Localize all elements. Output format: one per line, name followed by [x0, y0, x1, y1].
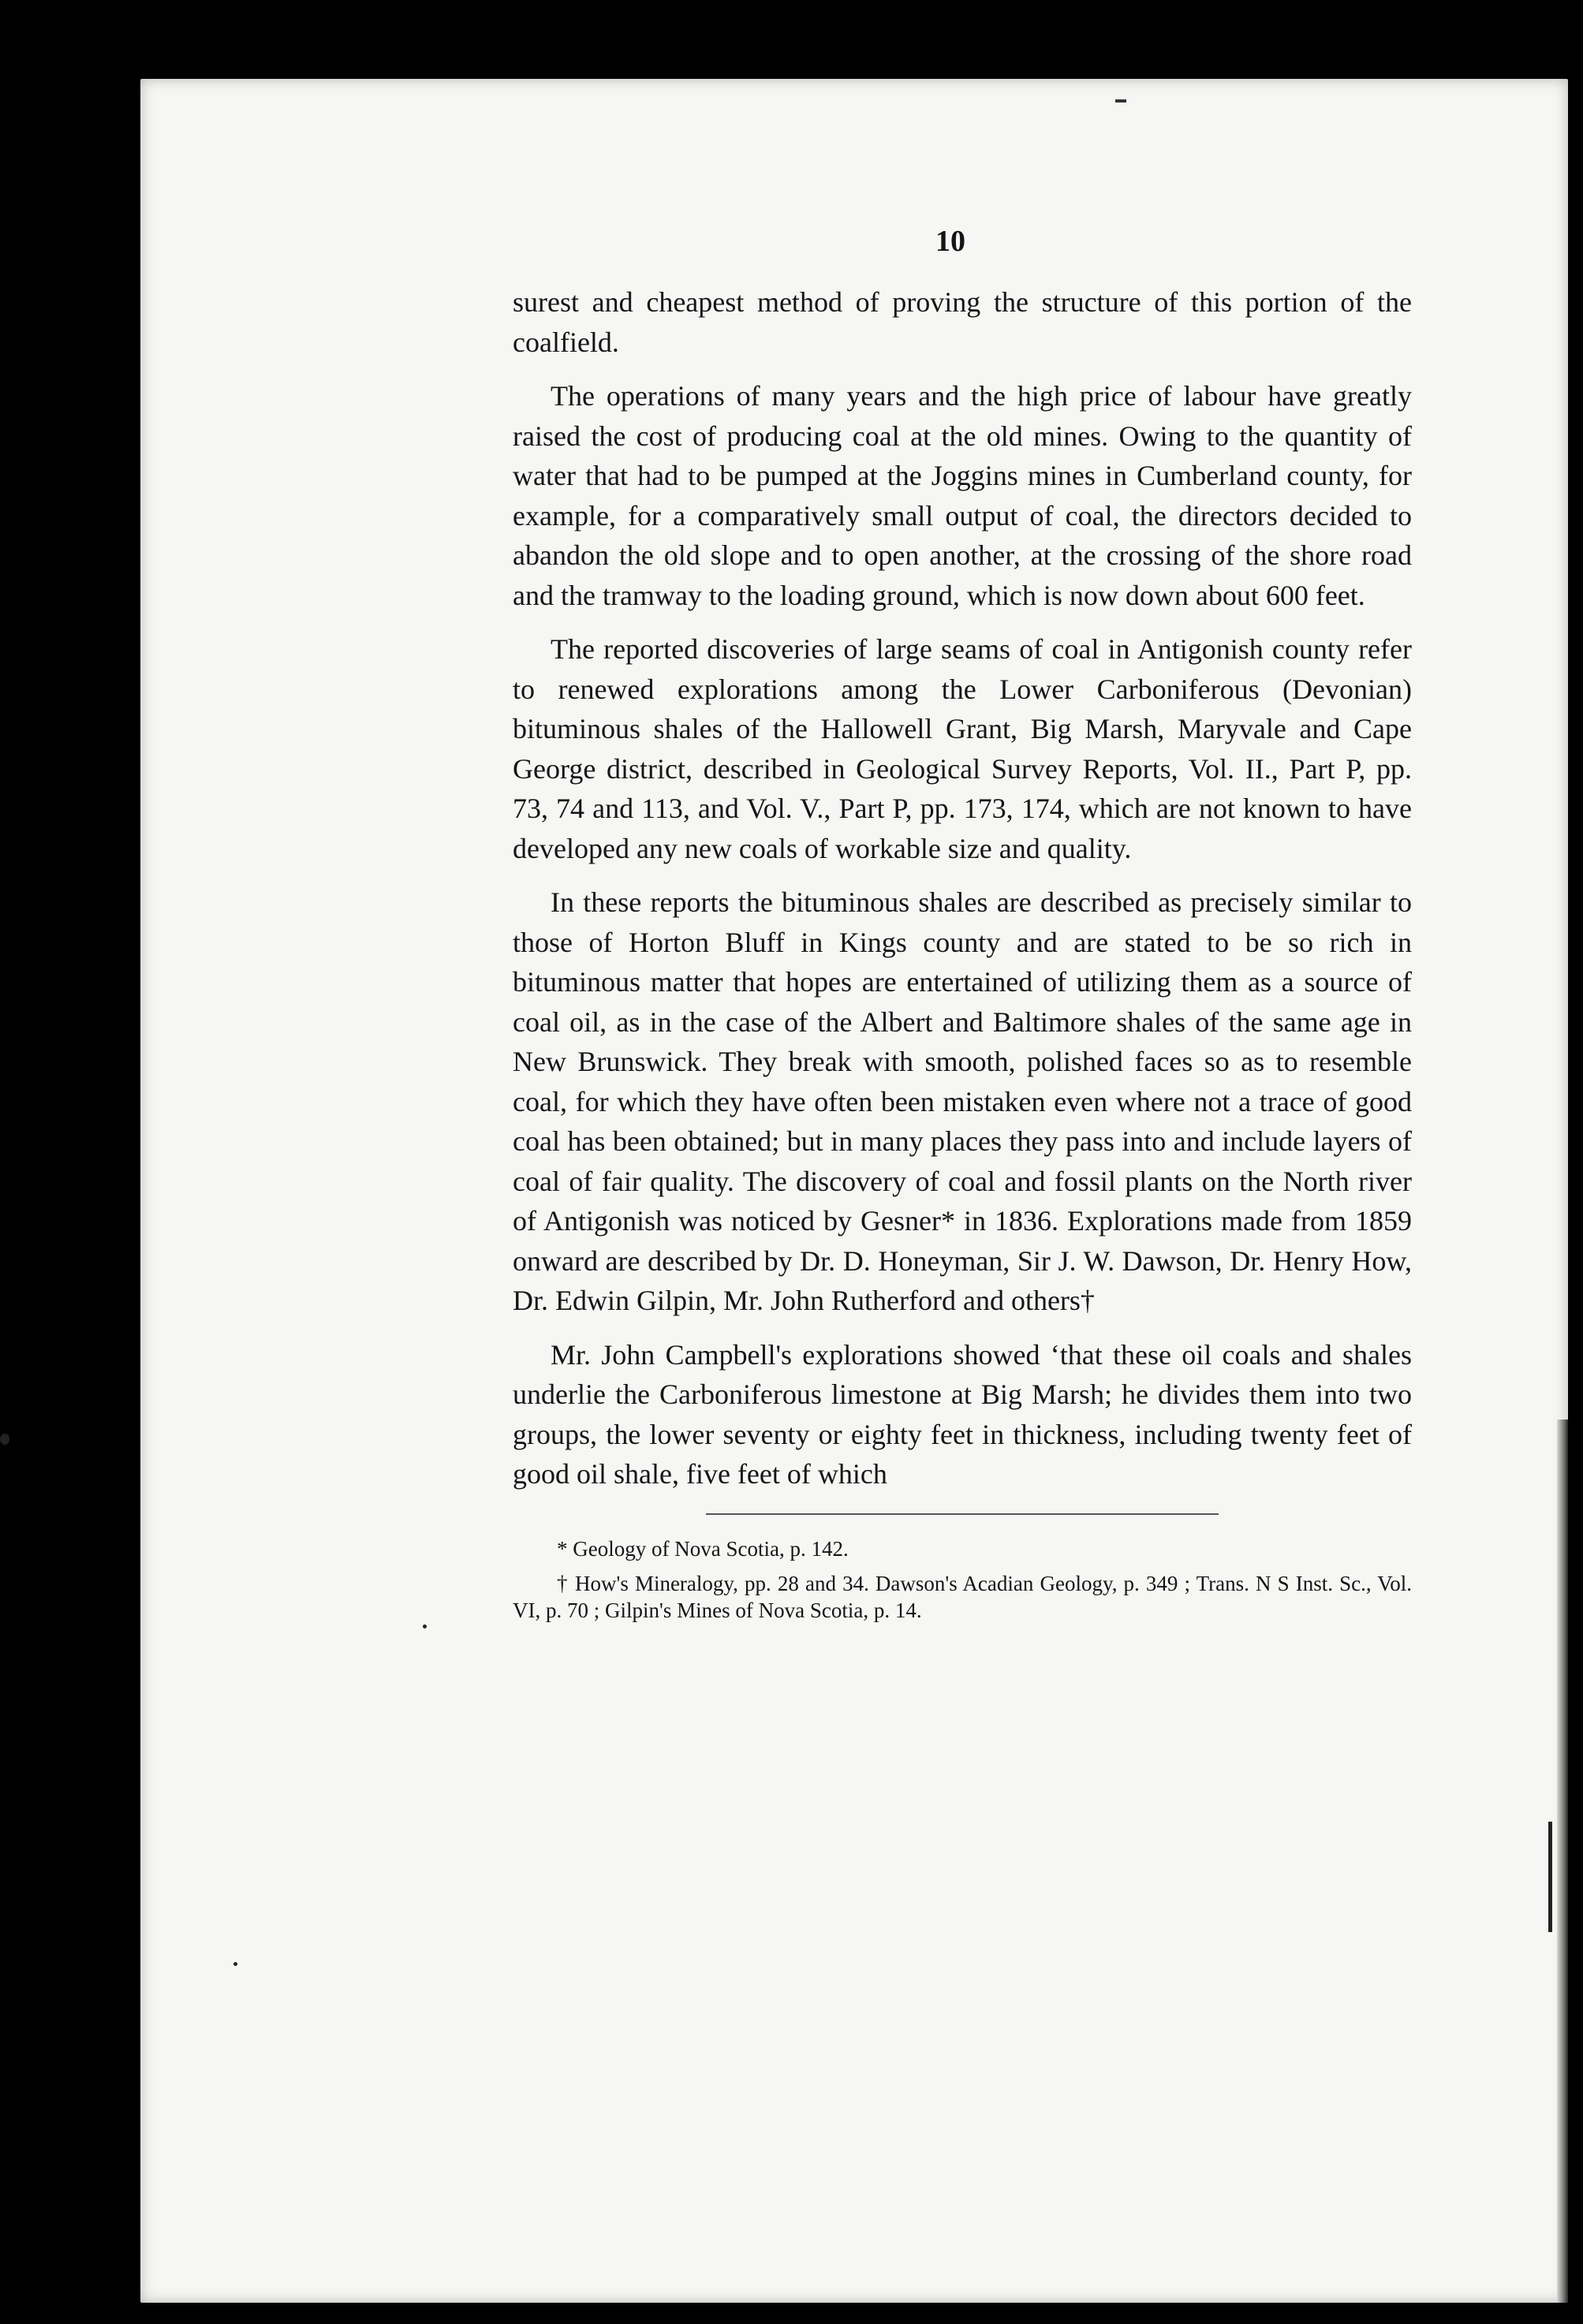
- paragraph: Mr. John Campbell's explorations showed ‘that these oil coals and shales underlie the Carboniferous limestone at Big Marsh; he divides them into two groups, the lower seventy or eighty feet in thickness, including twenty feet of good oil shale, five feet of which: [513, 1338, 1412, 1490]
- paragraph: surest and cheapest method of proving the structure of this portion of the coalfield.: [513, 286, 1412, 358]
- footnote: * Geology of Nova Scotia, p. 142.: [557, 1536, 849, 1561]
- page-edge-mark: [1548, 1822, 1552, 1932]
- paragraph: In these reports the bituminous shales are described as precisely similar to those of Horton Bluff in Kings county and are stated to be so rich in bituminous matter that hopes are entertained of utilizing them as a source of coal oil, as in the case of the Albert and Baltimore shales of the same age in New Brunswick. They break with smooth, polished faces so as to resemble coal, for which they have often been mistaken even where not a trace of good coal has been obtained; but in many places they pass into and include layers of coal of fair quality. The discovery of coal and fossil plants on the North river of Antigonish was noticed by Gesner* in 1836. Explorations made from 1859 onward are described by Dr. D. Honeyman, Sir J. W. Dawson, Dr. Henry How, Dr. Edwin Gilpin, Mr. John Rutherford and others†: [513, 886, 1412, 1316]
- page-edge-shadow: [1557, 1419, 1568, 2303]
- scan-speck: [423, 1625, 427, 1628]
- scan-speck: [233, 1962, 237, 1966]
- scan-mark: [1115, 99, 1126, 103]
- footnote: † How's Mineralogy, pp. 28 and 34. Dawson's Acadian Geology, p. 349 ; Trans. N S Inst. Sc., Vol. VI, p. 70 ; Gilpin's Mines of Nova Scotia, p. 14.: [513, 1571, 1412, 1622]
- scan-speck: [0, 1434, 9, 1445]
- paragraph: The operations of many years and the high price of labour have greatly raised the cost of producing coal at the old mines. Owing to the quantity of water that had to be pumped at the Joggins mines in Cumberland county, for example, for a comparatively small output of coal, the directors decided to abandon the old slope and to open another, at the crossing of the shore road and the tramway to the loading ground, which is now down about 600 feet.: [513, 380, 1412, 611]
- page-content: [513, 224, 1412, 1632]
- paragraph: The reported discoveries of large seams of coal in Antigonish county refer to renewed explorations among the Lower Carboniferous (Devonian) bituminous shales of the Hallowell Grant, Big Marsh, Maryvale and Cape George district, described in Geological Survey Reports, Vol. II., Part P, pp. 73, 74 and 113, and Vol. V., Part P, pp. 173, 174, which are not known to have developed any new coals of workable size and quality.: [513, 633, 1412, 864]
- footnote-divider: [706, 1513, 1219, 1515]
- page-number: 10: [935, 225, 965, 258]
